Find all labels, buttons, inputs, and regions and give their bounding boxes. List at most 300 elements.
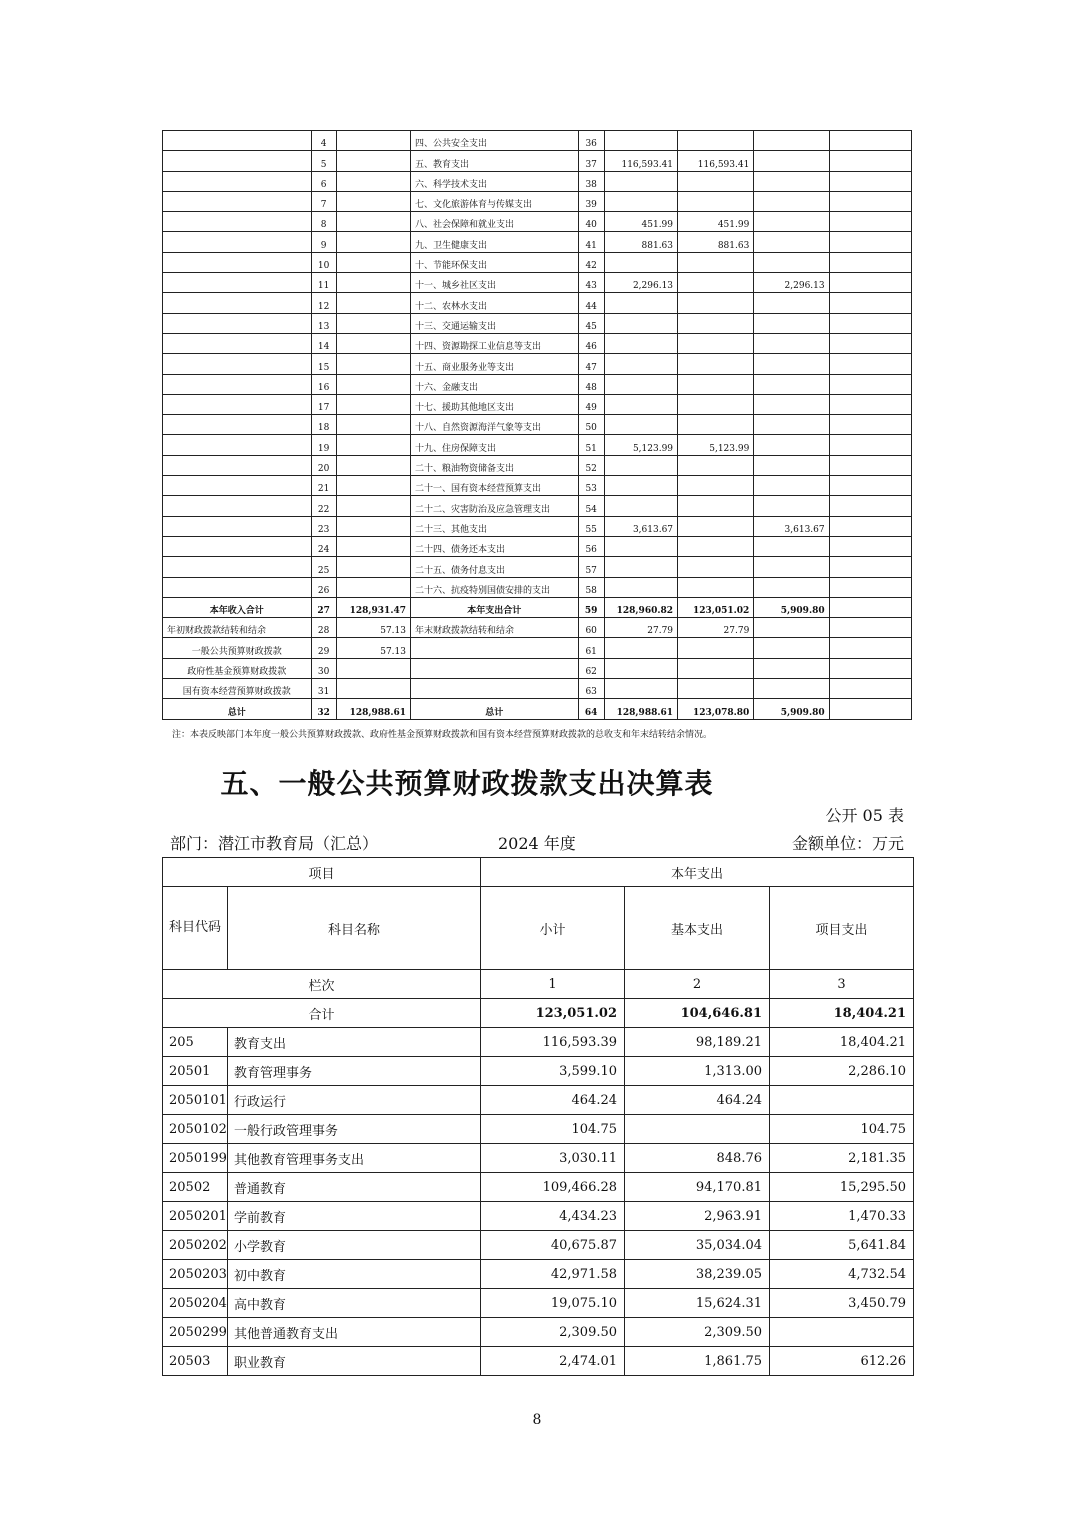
summary-cell-col6 [604,557,677,577]
row-name: 小学教育 [228,1231,481,1260]
table-number: 公开 05 表 [825,806,904,825]
row-code: 2050203 [163,1260,228,1289]
summary-cell-col7: 27.79 [678,618,754,638]
summary-cell-col1 [163,536,312,556]
total-label: 合计 [163,999,481,1028]
summary-cell-col9 [829,191,911,211]
summary-cell-col2: 16 [311,374,336,394]
summary-cell-col1 [163,212,312,232]
summary-cell-col6 [604,577,677,597]
summary-cell-col7 [678,394,754,414]
summary-cell-col8: 3,613.67 [754,516,829,536]
summary-cell-col3 [336,212,410,232]
header-subtotal: 小计 [481,887,625,970]
summary-cell-col9 [829,476,911,496]
total-subtotal: 123,051.02 [481,999,625,1028]
summary-cell-col4: 本年支出合计 [410,597,578,617]
table-row [163,1231,914,1260]
summary-cell-col3 [336,354,410,374]
summary-cell-col8 [754,333,829,353]
summary-row [163,536,912,556]
summary-cell-col4: 五、教育支出 [410,151,578,171]
section-title: 五、一般公共预算财政拨款支出决算表 [220,767,714,800]
summary-cell-col5: 56 [578,536,604,556]
summary-cell-col1 [163,151,312,171]
row-name: 初中教育 [228,1260,481,1289]
summary-cell-col6: 881.63 [604,232,677,252]
summary-cell-col6 [604,394,677,414]
summary-cell-col3 [336,415,410,435]
summary-cell-col8 [754,455,829,475]
summary-cell-col6 [604,455,677,475]
summary-cell-col9 [829,435,911,455]
page-number: 8 [532,1412,542,1428]
summary-cell-col5: 47 [578,354,604,374]
summary-cell-col3 [336,577,410,597]
summary-cell-col3: 128,931.47 [336,597,410,617]
summary-row [163,374,912,394]
summary-cell-col2: 30 [311,658,336,678]
row-code: 2050201 [163,1202,228,1231]
summary-row [163,313,912,333]
row-subtotal: 116,593.39 [481,1028,625,1057]
summary-cell-col7 [678,577,754,597]
table-row [163,1173,914,1202]
summary-cell-col9 [829,597,911,617]
summary-cell-col3 [336,313,410,333]
summary-cell-col3 [336,151,410,171]
summary-cell-col8 [754,536,829,556]
summary-cell-col2: 18 [311,415,336,435]
summary-row [163,597,912,617]
summary-cell-col1 [163,476,312,496]
summary-cell-col8 [754,577,829,597]
summary-cell-col1 [163,496,312,516]
summary-cell-col4: 十三、交通运输支出 [410,313,578,333]
row-subtotal: 464.24 [481,1086,625,1115]
summary-row [163,354,912,374]
summary-cell-col8 [754,679,829,699]
summary-cell-col6: 451.99 [604,212,677,232]
summary-cell-col1 [163,313,312,333]
summary-cell-col3 [336,191,410,211]
row-project: 5,641.84 [770,1231,914,1260]
summary-cell-col9 [829,496,911,516]
summary-row [163,273,912,293]
table-note: 注：本表反映部门本年度一般公共预算财政拨款、政府性基金预算财政拨款和国有资本经营预算财政拨款的总收支和年末结转结余情况。 [172,730,713,740]
general-budget-expense-table [162,857,914,1376]
summary-row [163,577,912,597]
total-project: 18,404.21 [770,999,914,1028]
row-subtotal: 4,434.23 [481,1202,625,1231]
summary-cell-col4 [410,679,578,699]
total-basic: 104,646.81 [625,999,770,1028]
summary-cell-col9 [829,618,911,638]
row-project [770,1086,914,1115]
summary-cell-col8 [754,191,829,211]
summary-cell-col2: 27 [311,597,336,617]
table-row [163,1086,914,1115]
summary-cell-col7 [678,252,754,272]
summary-cell-col2: 8 [311,212,336,232]
summary-cell-col1 [163,374,312,394]
summary-cell-col6: 128,988.61 [604,699,677,719]
summary-cell-col7: 123,078.80 [678,699,754,719]
summary-cell-col4: 十一、城乡社区支出 [410,273,578,293]
summary-cell-col6: 27.79 [604,618,677,638]
summary-cell-col6 [604,496,677,516]
row-name: 职业教育 [228,1347,481,1376]
row-basic: 1,861.75 [625,1347,770,1376]
summary-cell-col6: 3,613.67 [604,516,677,536]
summary-cell-col6 [604,638,677,658]
row-subtotal: 3,599.10 [481,1057,625,1086]
summary-cell-col3 [336,131,410,151]
header-current-year-expense: 本年支出 [481,858,914,887]
summary-cell-col5: 40 [578,212,604,232]
summary-cell-col1: 本年收入合计 [163,597,312,617]
summary-cell-col9 [829,415,911,435]
row-name: 学前教育 [228,1202,481,1231]
summary-cell-col3 [336,658,410,678]
summary-cell-col9 [829,273,911,293]
summary-cell-col9 [829,293,911,313]
summary-cell-col6 [604,374,677,394]
summary-cell-col1 [163,273,312,293]
row-code: 2050299 [163,1318,228,1347]
summary-cell-col5: 48 [578,374,604,394]
row-code: 20502 [163,1173,228,1202]
summary-row [163,476,912,496]
row-project: 3,450.79 [770,1289,914,1318]
summary-cell-col1 [163,252,312,272]
summary-cell-col5: 45 [578,313,604,333]
summary-cell-col5: 64 [578,699,604,719]
summary-cell-col6 [604,131,677,151]
summary-cell-col3 [336,232,410,252]
summary-cell-col4: 二十一、国有资本经营预算支出 [410,476,578,496]
row-project: 15,295.50 [770,1173,914,1202]
summary-row [163,658,912,678]
row-subtotal: 2,474.01 [481,1347,625,1376]
summary-cell-col5: 52 [578,455,604,475]
summary-cell-col7 [678,191,754,211]
summary-row [163,151,912,171]
summary-cell-col1 [163,354,312,374]
summary-cell-col1 [163,394,312,414]
summary-cell-col7 [678,415,754,435]
summary-cell-col3 [336,476,410,496]
summary-cell-col1 [163,293,312,313]
summary-row [163,212,912,232]
row-code: 205 [163,1028,228,1057]
summary-cell-col2: 32 [311,699,336,719]
row-name: 其他教育管理事务支出 [228,1144,481,1173]
summary-cell-col9 [829,212,911,232]
row-subtotal: 42,971.58 [481,1260,625,1289]
income-expense-summary-table [162,130,912,720]
row-name: 行政运行 [228,1086,481,1115]
summary-cell-col7 [678,313,754,333]
summary-cell-col9 [829,131,911,151]
summary-cell-col5: 58 [578,577,604,597]
summary-cell-col8 [754,435,829,455]
column-index-row [163,970,914,999]
summary-cell-col8 [754,131,829,151]
column-index-3: 3 [770,970,914,999]
summary-cell-col7 [678,476,754,496]
row-name: 教育管理事务 [228,1057,481,1086]
summary-cell-col1 [163,131,312,151]
summary-cell-col7 [678,557,754,577]
summary-cell-col9 [829,252,911,272]
summary-row [163,699,912,719]
summary-cell-col7: 123,051.02 [678,597,754,617]
row-project: 18,404.21 [770,1028,914,1057]
summary-cell-col8: 2,296.13 [754,273,829,293]
summary-cell-col1 [163,232,312,252]
summary-row [163,131,912,151]
summary-cell-col7: 5,123.99 [678,435,754,455]
summary-cell-col9 [829,313,911,333]
summary-cell-col2: 6 [311,171,336,191]
summary-cell-col4: 二十二、灾害防治及应急管理支出 [410,496,578,516]
summary-cell-col5: 44 [578,293,604,313]
summary-cell-col6 [604,313,677,333]
summary-cell-col9 [829,699,911,719]
summary-cell-col7 [678,658,754,678]
summary-cell-col2: 4 [311,131,336,151]
expense-table-body [163,858,914,1376]
summary-cell-col5: 50 [578,415,604,435]
summary-cell-col2: 31 [311,679,336,699]
summary-row [163,516,912,536]
summary-cell-col6: 128,960.82 [604,597,677,617]
summary-row [163,618,912,638]
summary-cell-col3 [336,293,410,313]
summary-cell-col9 [829,679,911,699]
table-row [163,1028,914,1057]
row-project: 104.75 [770,1115,914,1144]
summary-cell-col6: 5,123.99 [604,435,677,455]
column-index-label: 栏次 [163,970,481,999]
row-code: 2050102 [163,1115,228,1144]
summary-cell-col4: 八、社会保障和就业支出 [410,212,578,232]
row-code: 2050199 [163,1144,228,1173]
summary-cell-col9 [829,577,911,597]
summary-cell-col3 [336,679,410,699]
row-name: 其他普通教育支出 [228,1318,481,1347]
header-row-1 [163,858,914,887]
summary-cell-col6 [604,354,677,374]
row-basic: 38,239.05 [625,1260,770,1289]
summary-cell-col2: 28 [311,618,336,638]
summary-cell-col2: 10 [311,252,336,272]
summary-cell-col2: 21 [311,476,336,496]
summary-cell-col9 [829,151,911,171]
summary-cell-col2: 24 [311,536,336,556]
header-name: 科目名称 [228,887,481,970]
summary-cell-col3: 57.13 [336,638,410,658]
summary-cell-col4 [410,658,578,678]
row-name: 教育支出 [228,1028,481,1057]
row-project: 2,181.35 [770,1144,914,1173]
summary-cell-col4: 总计 [410,699,578,719]
summary-cell-col2: 15 [311,354,336,374]
row-subtotal: 104.75 [481,1115,625,1144]
summary-cell-col7: 451.99 [678,212,754,232]
summary-row [163,435,912,455]
row-project: 612.26 [770,1347,914,1376]
summary-cell-col1 [163,516,312,536]
summary-cell-col4: 十九、住房保障支出 [410,435,578,455]
summary-cell-col8 [754,394,829,414]
summary-cell-col7 [678,455,754,475]
summary-cell-col7: 881.63 [678,232,754,252]
summary-cell-col5: 41 [578,232,604,252]
summary-cell-col2: 20 [311,455,336,475]
summary-cell-col7 [678,536,754,556]
row-basic: 848.76 [625,1144,770,1173]
row-basic: 15,624.31 [625,1289,770,1318]
summary-cell-col5: 38 [578,171,604,191]
summary-row [163,638,912,658]
header-project: 项目 [163,858,481,887]
summary-cell-col7 [678,131,754,151]
row-basic: 94,170.81 [625,1173,770,1202]
summary-cell-col5: 42 [578,252,604,272]
summary-row [163,171,912,191]
summary-cell-col8 [754,313,829,333]
summary-cell-col6 [604,679,677,699]
summary-cell-col2: 12 [311,293,336,313]
summary-cell-col5: 39 [578,191,604,211]
summary-cell-col8 [754,354,829,374]
summary-cell-col4: 十八、自然资源海洋气象等支出 [410,415,578,435]
summary-cell-col5: 57 [578,557,604,577]
row-code: 2050202 [163,1231,228,1260]
summary-cell-col1 [163,435,312,455]
summary-cell-col6 [604,293,677,313]
summary-cell-col7: 116,593.41 [678,151,754,171]
table-row [163,1318,914,1347]
summary-cell-col3 [336,273,410,293]
summary-cell-col9 [829,516,911,536]
summary-cell-col3 [336,394,410,414]
table-row [163,1115,914,1144]
row-project: 1,470.33 [770,1202,914,1231]
row-project [770,1318,914,1347]
summary-cell-col6: 116,593.41 [604,151,677,171]
summary-cell-col9 [829,536,911,556]
row-subtotal: 109,466.28 [481,1173,625,1202]
summary-row [163,293,912,313]
summary-cell-col5: 63 [578,679,604,699]
summary-cell-col2: 22 [311,496,336,516]
summary-cell-col4: 十五、商业服务业等支出 [410,354,578,374]
summary-cell-col7 [678,638,754,658]
summary-cell-col2: 11 [311,273,336,293]
summary-cell-col3: 57.13 [336,618,410,638]
summary-cell-col6 [604,658,677,678]
summary-cell-col3 [336,333,410,353]
summary-row [163,232,912,252]
summary-cell-col7 [678,679,754,699]
summary-row [163,557,912,577]
summary-cell-col8 [754,252,829,272]
row-project: 2,286.10 [770,1057,914,1086]
summary-cell-col2: 7 [311,191,336,211]
summary-cell-col3 [336,252,410,272]
summary-cell-col2: 29 [311,638,336,658]
table-row [163,1144,914,1173]
row-basic: 464.24 [625,1086,770,1115]
summary-cell-col5: 46 [578,333,604,353]
summary-cell-col6 [604,415,677,435]
summary-cell-col8 [754,496,829,516]
summary-cell-col4: 七、文化旅游体育与传媒支出 [410,191,578,211]
summary-cell-col4: 十七、援助其他地区支出 [410,394,578,414]
row-basic [625,1115,770,1144]
summary-cell-col9 [829,658,911,678]
summary-cell-col2: 5 [311,151,336,171]
summary-cell-col5: 43 [578,273,604,293]
summary-cell-col1 [163,171,312,191]
summary-cell-col4: 十二、农林水支出 [410,293,578,313]
summary-cell-col2: 23 [311,516,336,536]
row-basic: 1,313.00 [625,1057,770,1086]
summary-cell-col3 [336,171,410,191]
summary-cell-col7 [678,273,754,293]
fiscal-year: 2024 年度 [498,834,576,853]
summary-row [163,333,912,353]
summary-cell-col6 [604,333,677,353]
header-project-expense: 项目支出 [770,887,914,970]
summary-cell-col7 [678,374,754,394]
row-code: 2050204 [163,1289,228,1318]
summary-cell-col7 [678,496,754,516]
summary-cell-col4: 九、卫生健康支出 [410,232,578,252]
summary-cell-col6: 2,296.13 [604,273,677,293]
row-subtotal: 3,030.11 [481,1144,625,1173]
summary-cell-col1: 政府性基金预算财政拨款 [163,658,312,678]
column-index-1: 1 [481,970,625,999]
summary-cell-col5: 60 [578,618,604,638]
summary-cell-col5: 37 [578,151,604,171]
summary-row [163,455,912,475]
row-code: 20501 [163,1057,228,1086]
header-row-2 [163,887,914,970]
row-project: 4,732.54 [770,1260,914,1289]
summary-cell-col8 [754,476,829,496]
summary-cell-col3 [336,557,410,577]
summary-cell-col8 [754,171,829,191]
summary-cell-col6 [604,252,677,272]
summary-cell-col4: 六、科学技术支出 [410,171,578,191]
summary-cell-col5: 49 [578,394,604,414]
summary-cell-col4: 十四、资源勘探工业信息等支出 [410,333,578,353]
row-name: 高中教育 [228,1289,481,1318]
row-name: 一般行政管理事务 [228,1115,481,1144]
summary-cell-col4: 年末财政拨款结转和结余 [410,618,578,638]
header-basic: 基本支出 [625,887,770,970]
summary-cell-col8 [754,374,829,394]
summary-row [163,415,912,435]
row-name: 普通教育 [228,1173,481,1202]
summary-row [163,191,912,211]
summary-cell-col8: 5,909.80 [754,597,829,617]
summary-cell-col9 [829,455,911,475]
